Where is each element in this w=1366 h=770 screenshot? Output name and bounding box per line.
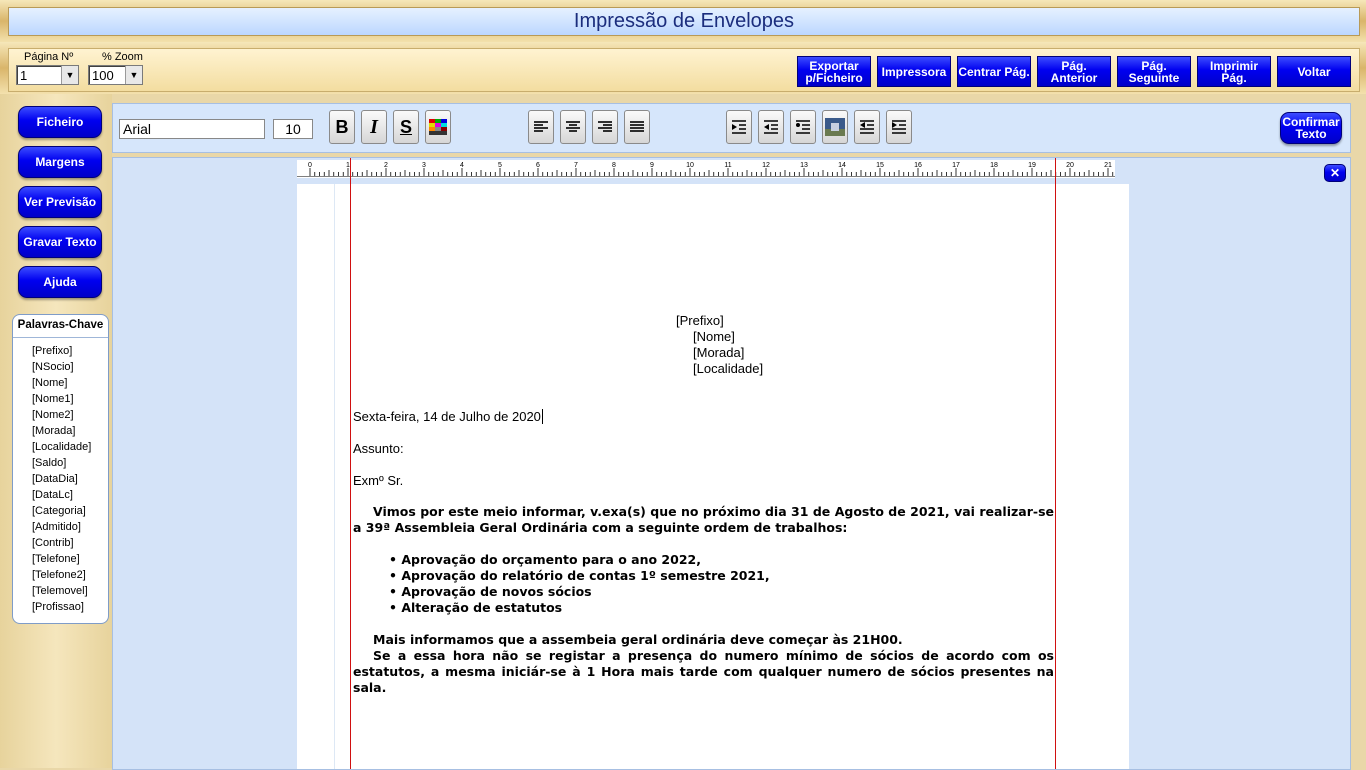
title-panel	[8, 7, 1360, 36]
window-title: Impressão de Envelopes	[573, 10, 795, 32]
keyword-item[interactable]: [Telefone2]	[32, 569, 86, 581]
letter-paragraph-3: Se a essa hora não se registar a presença do numero mínimo de sócios de acordo com os estatutos, a mesma iniciár-se à 1 Hora mais tarde com qualquer numero de sócios presentes na sala.	[353, 648, 1054, 695]
keyword-item[interactable]: [Telefone]	[32, 553, 80, 565]
letter-paragraph-2: Mais informamos que a assembeia geral ordinária deve começar às 21H00.	[373, 632, 903, 647]
ruler-label: 1	[346, 162, 350, 169]
format-toolbar	[112, 103, 1351, 153]
zoom-label: % Zoom	[102, 51, 143, 63]
align-right-button[interactable]	[592, 110, 618, 144]
keyword-item[interactable]: [DataLc]	[32, 489, 73, 501]
ruler-label: 7	[574, 162, 578, 169]
letter-subject: Assunto:	[353, 441, 404, 456]
align-left-icon	[533, 120, 549, 134]
keywords-list	[32, 343, 91, 615]
keyword-item[interactable]: [Saldo]	[32, 457, 67, 469]
ruler-label: 16	[914, 162, 922, 169]
ruler-label: 14	[838, 162, 846, 169]
save-text-button[interactable]: Gravar Texto	[18, 226, 102, 258]
keywords-title: Palavras-Chave	[17, 319, 104, 331]
address-locality: [Localidade]	[693, 361, 764, 376]
divider	[13, 337, 108, 338]
ruler-label: 21	[1104, 162, 1112, 169]
ruler-label: 8	[612, 162, 616, 169]
page-number-select[interactable]	[16, 65, 79, 85]
keyword-item[interactable]: [NSocio]	[32, 361, 74, 373]
ruler-label: 18	[990, 162, 998, 169]
agenda-item: • Alteração de estatutos	[389, 600, 563, 615]
agenda-item-text: Aprovação do orçamento para o ano 2022,	[401, 552, 701, 567]
agenda-item: • Aprovação do relatório de contas 1º semestre 2021,	[389, 568, 770, 583]
bullet-list-icon	[795, 119, 811, 135]
ruler-label: 20	[1066, 162, 1074, 169]
font-size-field[interactable]: 10	[273, 119, 313, 139]
outdent-icon	[859, 119, 875, 135]
back-button[interactable]: Voltar	[1277, 56, 1351, 87]
ruler-label: 19	[1028, 162, 1036, 169]
font-name-field[interactable]: Arial	[119, 119, 265, 139]
agenda-item-text: Aprovação de novos sócios	[401, 584, 592, 599]
increase-spacing-button[interactable]	[886, 110, 912, 144]
address-prefix: [Prefixo]	[676, 313, 724, 328]
confirm-text-button[interactable]: Confirmar Texto	[1280, 112, 1342, 144]
keyword-item[interactable]: [Telemovel]	[32, 585, 88, 597]
margins-button[interactable]: Margens	[18, 146, 102, 178]
keywords-panel	[12, 314, 109, 624]
bold-button[interactable]: B	[329, 110, 355, 144]
ruler-label: 9	[650, 162, 654, 169]
export-file-button[interactable]: Exportar p/Ficheiro	[797, 56, 871, 87]
help-button[interactable]: Ajuda	[18, 266, 102, 298]
ruler-label: 4	[460, 162, 464, 169]
align-right-icon	[597, 120, 613, 134]
previous-page-button[interactable]: Pág. Anterior	[1037, 56, 1111, 87]
agenda-item: • Aprovação de novos sócios	[389, 584, 592, 599]
italic-button[interactable]: I	[361, 110, 387, 144]
chevron-down-icon[interactable]: ▼	[61, 66, 78, 84]
keyword-item[interactable]: [Nome1]	[32, 393, 74, 405]
next-page-button[interactable]: Pág. Seguinte	[1117, 56, 1191, 87]
top-toolbar	[0, 42, 1366, 94]
agenda-item-text: Alteração de estatutos	[401, 600, 563, 615]
ruler-label: 0	[308, 162, 312, 169]
align-center-button[interactable]	[560, 110, 586, 144]
address-name: [Nome]	[693, 329, 735, 344]
ruler-label: 10	[686, 162, 694, 169]
agenda-item: • Aprovação do orçamento para o ano 2022,	[389, 552, 701, 567]
margin-guide	[334, 184, 335, 770]
file-button[interactable]: Ficheiro	[18, 106, 102, 138]
justify-button[interactable]	[624, 110, 650, 144]
document-workspace	[112, 157, 1351, 770]
bullet-list-button[interactable]	[790, 110, 816, 144]
keyword-item[interactable]: [Localidade]	[32, 441, 92, 453]
insert-image-button[interactable]	[822, 110, 848, 144]
letter-salutation: Exmº Sr.	[353, 473, 404, 488]
keyword-item[interactable]: [Categoria]	[32, 505, 86, 517]
keyword-item[interactable]: [Nome2]	[32, 409, 74, 421]
agenda-item-text: Aprovação do relatório de contas 1º semestre 2021,	[401, 568, 770, 583]
title-bar	[0, 0, 1366, 42]
zoom-select[interactable]	[88, 65, 143, 85]
print-page-button[interactable]: Imprimir Pág.	[1197, 56, 1271, 87]
align-left-button[interactable]	[528, 110, 554, 144]
zoom-value: 100	[92, 67, 114, 83]
keyword-item[interactable]: [Prefixo]	[32, 345, 73, 357]
underline-button[interactable]: S	[393, 110, 419, 144]
color-palette-button[interactable]	[425, 110, 451, 144]
close-icon: ✕	[1329, 166, 1341, 180]
keyword-item[interactable]: [Profissao]	[32, 601, 84, 613]
indent-icon	[731, 119, 747, 135]
color-palette-icon	[429, 119, 447, 135]
ruler-label: 12	[762, 162, 770, 169]
right-margin-line[interactable]	[1055, 157, 1056, 770]
keyword-item[interactable]: [DataDia]	[32, 473, 78, 485]
indent-button[interactable]	[726, 110, 752, 144]
chevron-down-icon[interactable]: ▼	[125, 66, 142, 84]
ruler-label: 17	[952, 162, 960, 169]
indent-icon	[891, 119, 907, 135]
keyword-item[interactable]: [Contrib]	[32, 537, 74, 549]
close-preview-button[interactable]	[1324, 164, 1346, 182]
address-street: [Morada]	[693, 345, 745, 360]
letter-date: Sexta-feira, 14 de Julho de 2020	[353, 409, 541, 424]
outdent-button[interactable]	[758, 110, 784, 144]
page-number-value: 1	[20, 67, 28, 83]
ruler-label: 11	[724, 162, 732, 169]
document-page[interactable]	[297, 184, 1129, 770]
keyword-item[interactable]: [Admitido]	[32, 521, 81, 533]
center-page-button[interactable]: Centrar Pág.	[957, 56, 1031, 87]
outdent-icon	[763, 119, 779, 135]
justify-icon	[629, 120, 645, 134]
ruler-label: 13	[800, 162, 808, 169]
left-margin-line[interactable]	[350, 157, 351, 770]
image-icon	[825, 118, 845, 136]
letter-paragraph-1: Vimos por este meio informar, v.exa(s) que no próximo dia 31 de Agosto de 2021, vai realizar-se a 39ª Assembleia Geral Ordinária com a seguinte ordem de trabalhos:	[353, 504, 1054, 535]
ruler-label: 15	[876, 162, 884, 169]
align-center-icon	[565, 120, 581, 134]
ruler-label: 5	[498, 162, 502, 169]
sidebar	[0, 94, 112, 768]
ruler-label: 2	[384, 162, 388, 169]
printer-button[interactable]: Impressora	[877, 56, 951, 87]
keyword-item[interactable]: [Nome]	[32, 377, 68, 389]
preview-button[interactable]: Ver Previsão	[18, 186, 102, 218]
keyword-item[interactable]: [Morada]	[32, 425, 76, 437]
horizontal-ruler	[297, 160, 1115, 178]
decrease-spacing-button[interactable]	[854, 110, 880, 144]
ruler-graphic	[297, 160, 1115, 178]
ruler-label: 6	[536, 162, 540, 169]
page-number-label: Página Nº	[24, 51, 74, 63]
ruler-label: 3	[422, 162, 426, 169]
